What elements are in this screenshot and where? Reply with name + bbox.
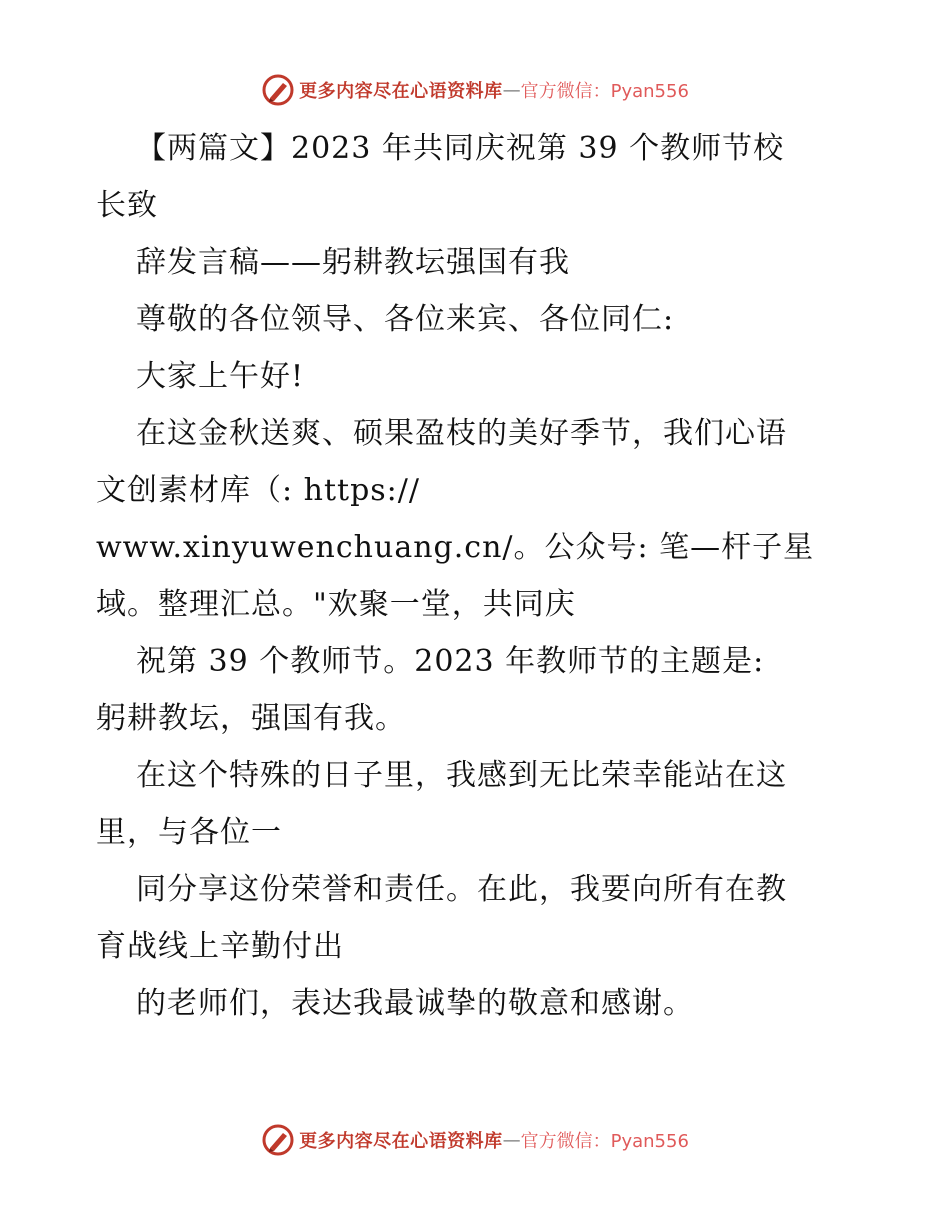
- body-line: 祝第 39 个教师节。2023 年教师节的主题是:: [136, 644, 765, 679]
- pen-logo-icon: [261, 73, 295, 107]
- body-line: 的老师们，表达我最诚挚的敬意和感谢。: [136, 986, 694, 1021]
- body-line: 里，与各位一: [96, 815, 282, 850]
- body-line: 文创素材库（: https://: [96, 473, 420, 508]
- body-line: 育战线上辛勤付出: [96, 929, 344, 964]
- banner-separator: —: [502, 1129, 521, 1151]
- footer-banner: [0, 1120, 950, 1160]
- document-body: [96, 120, 856, 1032]
- body-line: 在这金秋送爽、硕果盈枝的美好季节，我们心语: [136, 416, 787, 451]
- banner-title: 更多内容尽在心语资料库: [299, 81, 503, 102]
- pen-logo-icon: [261, 1123, 295, 1157]
- body-line: 辞发言稿——躬耕教坛强国有我: [136, 245, 570, 280]
- body-line: www.xinyuwenchuang.cn/。公众号: 笔—杆子星: [96, 530, 815, 565]
- banner-contact: 官方微信：Pyan556: [520, 1131, 689, 1152]
- body-line: 【两篇文】2023 年共同庆祝第 39 个教师节校: [136, 131, 785, 166]
- body-line: 大家上午好!: [136, 359, 305, 394]
- body-line: 躬耕教坛，强国有我。: [96, 701, 406, 736]
- body-line: 同分享这份荣誉和责任。在此，我要向所有在教: [136, 872, 787, 907]
- body-line: 长致: [96, 188, 158, 223]
- body-line: 在这个特殊的日子里，我感到无比荣幸能站在这: [136, 758, 787, 793]
- body-line: 尊敬的各位领导、各位来宾、各位同仁:: [136, 302, 675, 337]
- banner-separator: —: [502, 79, 521, 101]
- body-line: 域。整理汇总。"欢聚一堂，共同庆: [96, 587, 576, 622]
- banner-contact: 官方微信：Pyan556: [520, 81, 689, 102]
- header-banner: [0, 70, 950, 110]
- banner-title: 更多内容尽在心语资料库: [299, 1131, 503, 1152]
